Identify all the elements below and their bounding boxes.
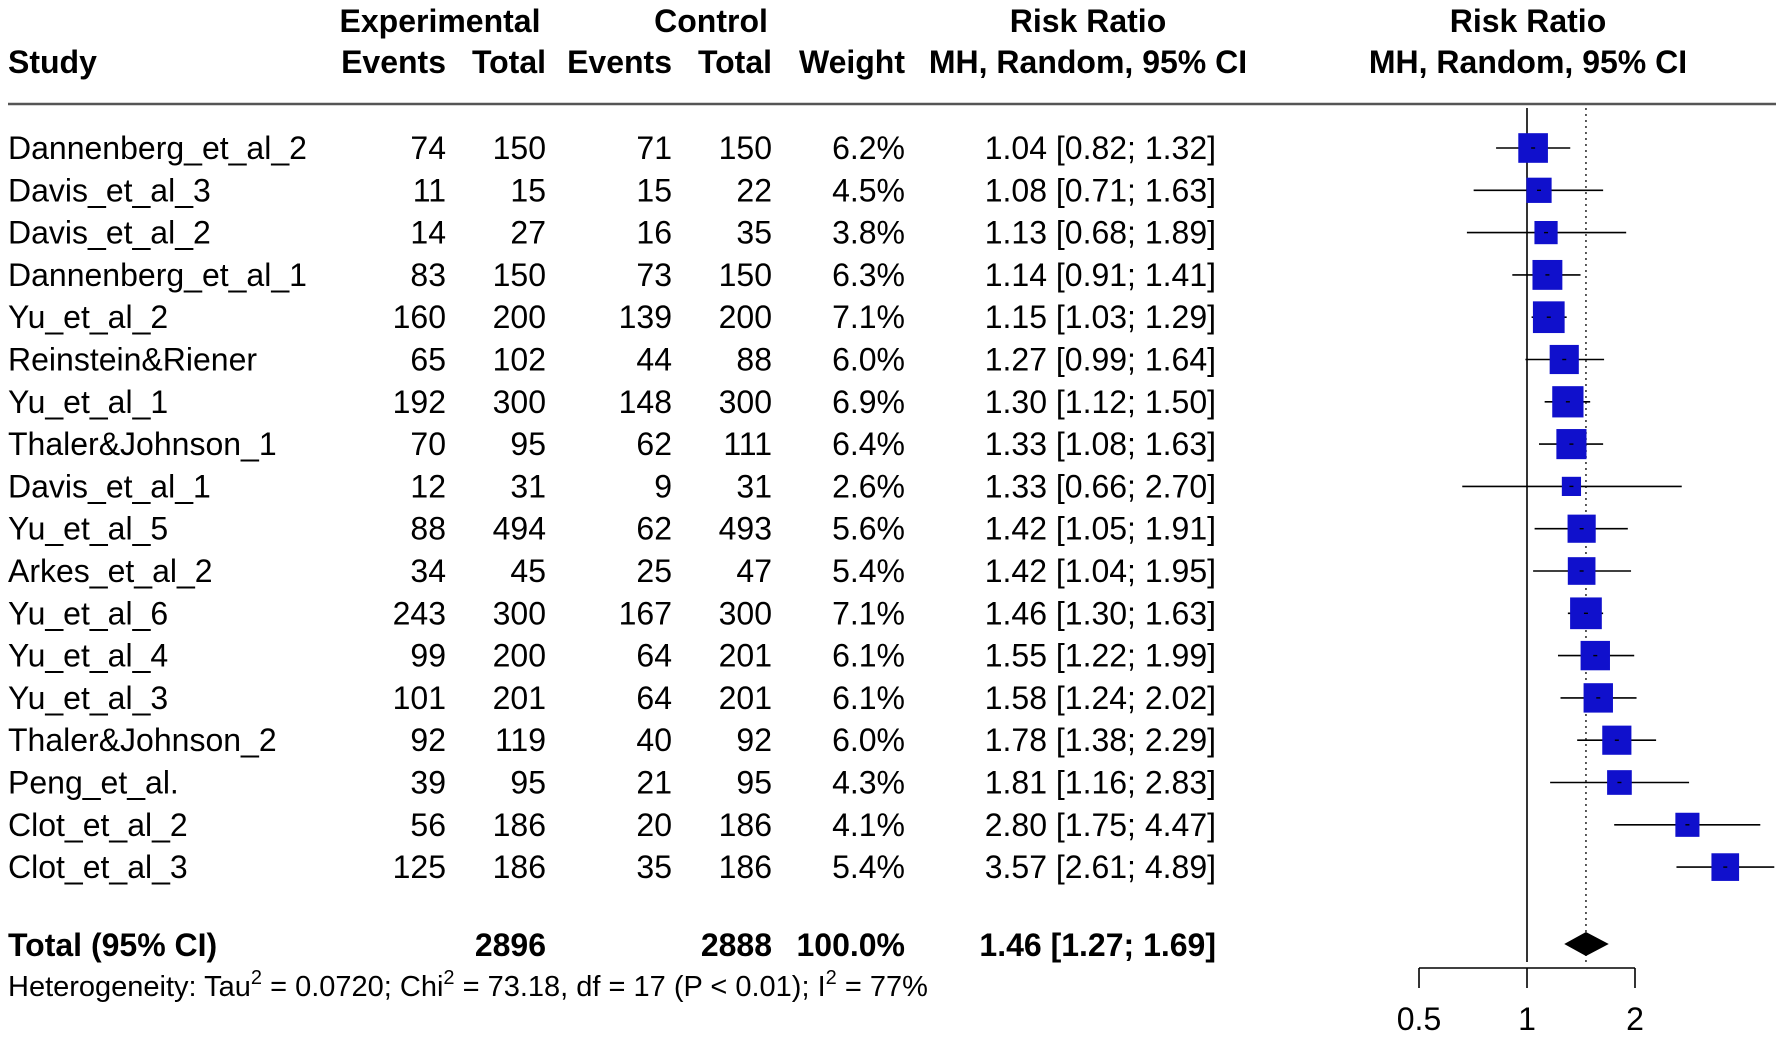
ctrl-events: 71: [636, 130, 672, 166]
exp-events: 99: [410, 637, 446, 674]
ci-text: 1.42 [1.05; 1.91]: [984, 510, 1216, 547]
ctrl-total: 111: [723, 426, 772, 463]
exp-total: 150: [492, 256, 546, 293]
ctrl-total: 31: [736, 468, 772, 505]
exp-events: 14: [410, 214, 446, 251]
weight: 3.8%: [832, 214, 905, 251]
total-label: Total (95% CI): [8, 927, 218, 963]
plot-title: Risk Ratio: [1449, 3, 1607, 39]
ctrl-total: 300: [718, 383, 772, 420]
weight: 6.9%: [832, 383, 905, 420]
table-header: [8, 3, 1687, 80]
ctrl-events: 15: [636, 172, 672, 209]
weight: 6.2%: [832, 130, 905, 166]
table-row: [8, 130, 1216, 166]
ctrl-total: 47: [736, 553, 772, 589]
ctrl-events: 20: [636, 806, 672, 843]
ci-text: 1.33 [0.66; 2.70]: [984, 468, 1216, 505]
header-risk-ratio: Risk Ratio: [1009, 3, 1167, 39]
ci-text: 2.80 [1.75; 4.47]: [984, 806, 1216, 843]
ci-text: 1.30 [1.12; 1.50]: [984, 383, 1216, 420]
study-name: Thaler&Johnson_2: [8, 722, 277, 759]
exp-events: 34: [410, 553, 446, 589]
ctrl-events: 40: [636, 722, 672, 759]
table-row: [8, 468, 1216, 504]
weight: 6.1%: [832, 679, 905, 716]
plot-area: [1397, 108, 1775, 1037]
exp-events: 11: [412, 172, 446, 209]
header-exp-total: Total: [471, 44, 546, 80]
table-row: [8, 765, 1216, 801]
ci-text: 1.04 [0.82; 1.32]: [984, 130, 1216, 166]
ctrl-total: 186: [718, 849, 772, 886]
ctrl-events: 148: [618, 383, 672, 420]
study-name: Davis_et_al_3: [8, 172, 211, 209]
header-experimental: Experimental: [339, 3, 541, 39]
exp-total: 45: [510, 553, 546, 589]
ctrl-total: 200: [718, 299, 772, 336]
ci-text: 1.27 [0.99; 1.64]: [984, 341, 1216, 378]
header-weight: Weight: [798, 44, 905, 80]
table-row: [8, 680, 1216, 716]
exp-events: 56: [410, 806, 446, 843]
total-row: [8, 927, 1216, 963]
ci-text: 1.13 [0.68; 1.89]: [984, 214, 1216, 251]
exp-total: 200: [492, 637, 546, 674]
weight: 5.4%: [832, 849, 905, 886]
table-row: [8, 511, 1216, 547]
ctrl-events: 62: [636, 426, 672, 463]
exp-total: 15: [510, 172, 546, 209]
study-name: Yu_et_al_3: [8, 679, 169, 716]
table-row: [8, 553, 1216, 589]
weight: 7.1%: [832, 299, 905, 336]
exp-events: 125: [392, 849, 446, 886]
weight: 6.0%: [832, 722, 905, 759]
table-row: [8, 299, 1216, 335]
ctrl-events: 44: [636, 341, 672, 378]
exp-events: 83: [410, 256, 446, 293]
study-name: Yu_et_al_5: [8, 510, 169, 547]
weight: 6.3%: [832, 256, 905, 293]
study-name: Yu_et_al_4: [8, 637, 169, 674]
study-name: Dannenberg_et_al_1: [8, 256, 307, 293]
total-ci-text: 1.46 [1.27; 1.69]: [979, 927, 1216, 963]
exp-total: 150: [492, 130, 546, 166]
ctrl-events: 73: [636, 256, 672, 293]
table-row: [8, 215, 1216, 251]
study-name: Arkes_et_al_2: [8, 553, 213, 589]
table-row: [8, 638, 1216, 674]
ci-text: 3.57 [2.61; 4.89]: [984, 849, 1216, 886]
ctrl-total: 95: [736, 764, 772, 801]
x-tick-label: 0.5: [1396, 1001, 1442, 1037]
table-row: [8, 172, 1216, 208]
header-ctrl-total: Total: [697, 44, 772, 80]
exp-events: 160: [392, 299, 446, 336]
study-name: Peng_et_al.: [8, 764, 179, 801]
exp-events: 243: [392, 595, 446, 632]
exp-total: 27: [510, 214, 546, 251]
weight: 4.5%: [832, 172, 905, 209]
ctrl-total: 300: [718, 595, 772, 632]
weight: 4.3%: [832, 764, 905, 801]
exp-total: 102: [492, 341, 546, 378]
exp-total: 31: [510, 468, 546, 505]
exp-total: 201: [492, 679, 546, 716]
weight: 4.1%: [832, 806, 905, 843]
ctrl-events: 64: [636, 637, 672, 674]
table-row: [8, 426, 1216, 462]
ci-text: 1.78 [1.38; 2.29]: [984, 722, 1216, 759]
ctrl-events: 35: [636, 849, 672, 886]
exp-total: 300: [492, 595, 546, 632]
exp-events: 74: [410, 130, 446, 166]
ci-text: 1.42 [1.04; 1.95]: [984, 553, 1216, 589]
study-name: Yu_et_al_6: [8, 595, 169, 632]
weight: 5.6%: [832, 510, 905, 547]
ctrl-total: 150: [718, 256, 772, 293]
ctrl-events: 64: [636, 679, 672, 716]
study-name: Davis_et_al_1: [8, 468, 211, 505]
ci-text: 1.33 [1.08; 1.63]: [984, 426, 1216, 463]
weight: 7.1%: [832, 595, 905, 632]
exp-events: 39: [410, 764, 446, 801]
exp-total: 95: [510, 426, 546, 463]
ci-text: 1.55 [1.22; 1.99]: [984, 637, 1216, 674]
total-weight: 100.0%: [796, 927, 905, 963]
table-row: [8, 384, 1216, 420]
x-tick-label: 1: [1518, 1001, 1536, 1037]
header-study: Study: [8, 44, 97, 80]
ci-text: 1.15 [1.03; 1.29]: [984, 299, 1216, 336]
header-method: MH, Random, 95% CI: [928, 44, 1248, 80]
x-tick-label: 2: [1626, 1001, 1644, 1037]
ctrl-total: 201: [718, 637, 772, 674]
total-ctrl-total: 2888: [700, 927, 772, 963]
study-name: Clot_et_al_3: [8, 849, 188, 886]
exp-events: 12: [410, 468, 446, 505]
exp-total: 200: [492, 299, 546, 336]
exp-events: 192: [392, 383, 446, 420]
exp-total: 186: [492, 806, 546, 843]
ctrl-total: 35: [736, 214, 772, 251]
header-exp-events: Events: [341, 44, 446, 80]
ctrl-total: 201: [718, 679, 772, 716]
weight: 2.6%: [832, 468, 905, 505]
weight: 6.1%: [832, 637, 905, 674]
ctrl-events: 16: [636, 214, 672, 251]
table-row: [8, 595, 1216, 631]
summary-diamond: [1564, 932, 1609, 956]
table-row: [8, 849, 1216, 885]
ctrl-events: 21: [636, 764, 672, 801]
ci-text: 1.08 [0.71; 1.63]: [984, 172, 1216, 209]
exp-events: 92: [410, 722, 446, 759]
table-row: [8, 342, 1216, 378]
exp-total: 95: [510, 764, 546, 801]
exp-total: 300: [492, 383, 546, 420]
study-name: Davis_et_al_2: [8, 214, 211, 251]
study-name: Yu_et_al_2: [8, 299, 169, 336]
exp-total: 494: [492, 510, 546, 547]
table-row: [8, 257, 1216, 293]
ctrl-total: 92: [736, 722, 772, 759]
plot-method: MH, Random, 95% CI: [1368, 44, 1688, 80]
weight: 6.0%: [832, 341, 905, 378]
ctrl-events: 25: [636, 553, 672, 589]
weight: 5.4%: [832, 553, 905, 589]
exp-total: 186: [492, 849, 546, 886]
ci-text: 1.58 [1.24; 2.02]: [984, 679, 1216, 716]
exp-events: 101: [392, 679, 446, 716]
study-name: Yu_et_al_1: [8, 383, 169, 420]
ctrl-total: 22: [736, 172, 772, 209]
study-name: Clot_et_al_2: [8, 806, 188, 843]
ci-text: 1.14 [0.91; 1.41]: [984, 256, 1216, 293]
exp-events: 88: [410, 510, 446, 547]
ctrl-total: 493: [718, 510, 772, 547]
heterogeneity-text: Heterogeneity: Tau$^2$ = 0.0720; Chi$^2$ = 73.18, df = 17 (P < 0.01); $I^2 = 77\%$: [8, 967, 928, 1003]
ci-text: 1.81 [1.16; 2.83]: [984, 764, 1216, 801]
table-row: [8, 722, 1216, 758]
header-control: Control: [654, 3, 768, 39]
ctrl-total: 88: [736, 341, 772, 378]
ctrl-total: 186: [718, 806, 772, 843]
weight: 6.4%: [832, 426, 905, 463]
ctrl-events: 139: [618, 299, 672, 336]
study-name: Thaler&Johnson_1: [8, 426, 277, 463]
exp-events: 70: [410, 426, 446, 463]
ctrl-events: 9: [654, 468, 672, 505]
total-exp-total: 2896: [474, 927, 546, 963]
table-row: [8, 807, 1216, 843]
exp-total: 119: [494, 722, 546, 759]
exp-events: 65: [410, 341, 446, 378]
study-rows: [8, 130, 1216, 885]
study-name: Reinstein&Riener: [8, 341, 258, 378]
study-name: Dannenberg_et_al_2: [8, 130, 307, 166]
ci-text: 1.46 [1.30; 1.63]: [984, 595, 1216, 632]
ctrl-events: 167: [618, 595, 672, 632]
ctrl-total: 150: [718, 130, 772, 166]
ctrl-events: 62: [636, 510, 672, 547]
header-ctrl-events: Events: [567, 44, 672, 80]
